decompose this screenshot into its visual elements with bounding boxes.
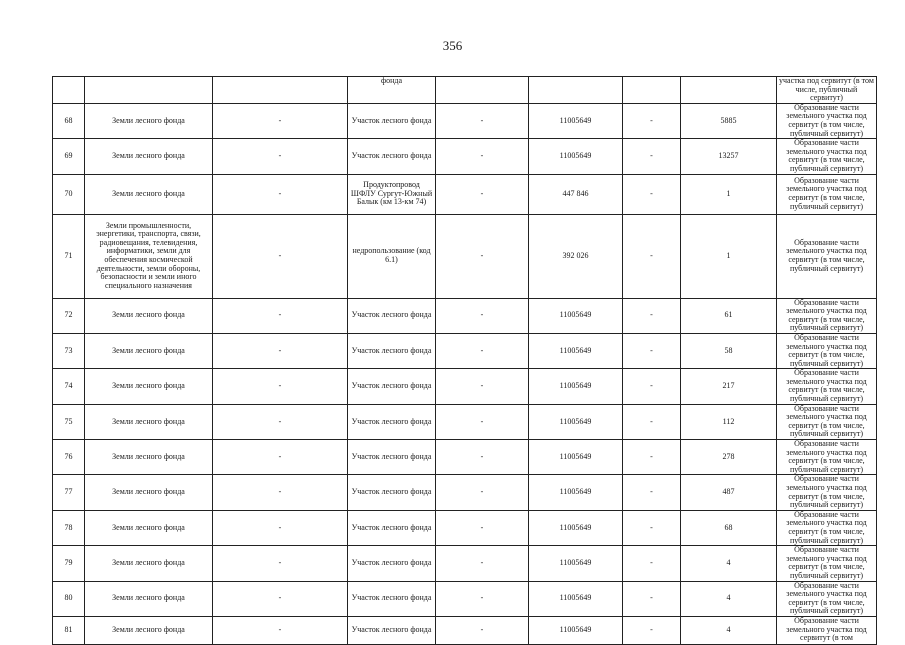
cell-cadastral: 11005649	[529, 103, 623, 138]
cell-num: 70	[53, 174, 85, 214]
table-row	[53, 546, 877, 581]
cell-cadastral: 11005649	[529, 581, 623, 616]
table-row	[53, 404, 877, 439]
cell-note: Образование части земельного участка под сервитут (в том числе, публичный сервитут)	[777, 298, 877, 333]
cell-col5: -	[436, 298, 529, 333]
cell-category: Земли лесного фонда	[85, 369, 213, 404]
cell-col5: -	[436, 616, 529, 644]
cell-note: Образование части земельного участка под сервитут (в том числе, публичный сервитут)	[777, 475, 877, 510]
cell-col5: -	[436, 333, 529, 368]
cell-category: Земли лесного фонда	[85, 616, 213, 644]
cell-note: Образование части земельного участка под сервитут (в том числе, публичный сервитут)	[777, 440, 877, 475]
cell-num: 75	[53, 404, 85, 439]
cell-col5: -	[436, 546, 529, 581]
cell-num: 79	[53, 546, 85, 581]
cell-num: 80	[53, 581, 85, 616]
cell-use: Участок лесного фонда	[348, 546, 436, 581]
land-plot-table	[52, 76, 877, 645]
cell-num: 72	[53, 298, 85, 333]
cell-num: 81	[53, 616, 85, 644]
cell-col7: -	[623, 139, 681, 174]
cell-note: Образование части земельного участка под сервитут (в том числе, публичный сервитут)	[777, 546, 877, 581]
cell-area: 61	[681, 298, 777, 333]
table-row	[53, 214, 877, 298]
cell-category	[85, 77, 213, 104]
cell-use: недропользование (код 6.1)	[348, 214, 436, 298]
cell-col5: -	[436, 174, 529, 214]
cell-note: Образование части земельного участка под сервитут (в том числе, публичный сервитут)	[777, 214, 877, 298]
cell-col3: -	[213, 174, 348, 214]
cell-category: Земли лесного фонда	[85, 298, 213, 333]
cell-num: 73	[53, 333, 85, 368]
cell-cadastral: 11005649	[529, 546, 623, 581]
cell-area: 1	[681, 174, 777, 214]
cell-num: 69	[53, 139, 85, 174]
cell-note: участка под сервитут (в том числе, публичный сервитут)	[777, 77, 877, 104]
cell-col7: -	[623, 103, 681, 138]
cell-col7: -	[623, 298, 681, 333]
cell-category: Земли лесного фонда	[85, 404, 213, 439]
cell-area: 278	[681, 440, 777, 475]
cell-col5: -	[436, 404, 529, 439]
cell-num: 74	[53, 369, 85, 404]
cell-note: Образование части земельного участка под сервитут (в том числе, публичный сервитут)	[777, 510, 877, 545]
cell-area	[681, 77, 777, 104]
table-row	[53, 510, 877, 545]
cell-num: 78	[53, 510, 85, 545]
cell-use: Участок лесного фонда	[348, 475, 436, 510]
cell-col3: -	[213, 510, 348, 545]
table-row	[53, 616, 877, 644]
table-row	[53, 298, 877, 333]
cell-col7: -	[623, 174, 681, 214]
cell-col3: -	[213, 214, 348, 298]
table-row-continuation	[53, 77, 877, 104]
cell-use: Участок лесного фонда	[348, 139, 436, 174]
cell-note: Образование части земельного участка под сервитут (в том числе, публичный сервитут)	[777, 174, 877, 214]
cell-note: Образование части земельного участка под сервитут (в том	[777, 616, 877, 644]
cell-area: 4	[681, 616, 777, 644]
cell-use: Участок лесного фонда	[348, 581, 436, 616]
cell-cadastral: 11005649	[529, 475, 623, 510]
cell-use: Участок лесного фонда	[348, 616, 436, 644]
cell-col7: -	[623, 440, 681, 475]
cell-use: Участок лесного фонда	[348, 510, 436, 545]
cell-col3: -	[213, 103, 348, 138]
cell-use: Участок лесного фонда	[348, 298, 436, 333]
cell-col3: -	[213, 404, 348, 439]
cell-col3: -	[213, 546, 348, 581]
table-row	[53, 333, 877, 368]
cell-col3	[213, 77, 348, 104]
table-row	[53, 103, 877, 138]
cell-area: 112	[681, 404, 777, 439]
cell-cadastral	[529, 77, 623, 104]
cell-num	[53, 77, 85, 104]
cell-use: фонда	[348, 77, 436, 104]
cell-cadastral: 11005649	[529, 404, 623, 439]
cell-category: Земли промышленности, энергетики, транспорта, связи, радиовещания, телевидения, информатики, земли для обеспечения космической деятельности, земли обороны, безопасности и земли иного специального назначения	[85, 214, 213, 298]
cell-col3: -	[213, 581, 348, 616]
table-row	[53, 440, 877, 475]
cell-area: 4	[681, 581, 777, 616]
cell-category: Земли лесного фонда	[85, 510, 213, 545]
cell-category: Земли лесного фонда	[85, 475, 213, 510]
cell-col3: -	[213, 298, 348, 333]
cell-col5	[436, 77, 529, 104]
cell-note: Образование части земельного участка под сервитут (в том числе, публичный сервитут)	[777, 103, 877, 138]
cell-use: Участок лесного фонда	[348, 369, 436, 404]
table-row	[53, 475, 877, 510]
cell-note: Образование части земельного участка под сервитут (в том числе, публичный сервитут)	[777, 369, 877, 404]
cell-col5: -	[436, 369, 529, 404]
cell-col3: -	[213, 616, 348, 644]
page-number: 356	[442, 38, 463, 53]
table-row	[53, 174, 877, 214]
cell-num: 68	[53, 103, 85, 138]
cell-col5: -	[436, 475, 529, 510]
cell-note: Образование части земельного участка под сервитут (в том числе, публичный сервитут)	[777, 581, 877, 616]
cell-col7: -	[623, 581, 681, 616]
cell-col7: -	[623, 510, 681, 545]
cell-col5: -	[436, 139, 529, 174]
cell-col5: -	[436, 214, 529, 298]
cell-category: Земли лесного фонда	[85, 139, 213, 174]
cell-category: Земли лесного фонда	[85, 440, 213, 475]
cell-area: 217	[681, 369, 777, 404]
cell-category: Земли лесного фонда	[85, 103, 213, 138]
cell-cadastral: 11005649	[529, 369, 623, 404]
cell-use: Участок лесного фонда	[348, 440, 436, 475]
cell-col5: -	[436, 440, 529, 475]
cell-cadastral: 11005649	[529, 139, 623, 174]
table-row	[53, 581, 877, 616]
cell-use: Участок лесного фонда	[348, 333, 436, 368]
cell-cadastral: 11005649	[529, 510, 623, 545]
cell-area: 68	[681, 510, 777, 545]
cell-col7: -	[623, 214, 681, 298]
cell-use: Продуктопровод ШФЛУ Сургут-Южный Балык (км 13-км 74)	[348, 174, 436, 214]
table-row	[53, 369, 877, 404]
cell-use: Участок лесного фонда	[348, 404, 436, 439]
cell-cadastral: 11005649	[529, 616, 623, 644]
cell-col3: -	[213, 440, 348, 475]
cell-col7: -	[623, 369, 681, 404]
cell-area: 58	[681, 333, 777, 368]
cell-col3: -	[213, 139, 348, 174]
cell-area: 487	[681, 475, 777, 510]
cell-col5: -	[436, 103, 529, 138]
cell-category: Земли лесного фонда	[85, 333, 213, 368]
cell-col3: -	[213, 333, 348, 368]
cell-num: 71	[53, 214, 85, 298]
cell-note: Образование части земельного участка под сервитут (в том числе, публичный сервитут)	[777, 333, 877, 368]
cell-col5: -	[436, 581, 529, 616]
cell-cadastral: 447 846	[529, 174, 623, 214]
cell-cadastral: 11005649	[529, 298, 623, 333]
cell-use: Участок лесного фонда	[348, 103, 436, 138]
cell-col7: -	[623, 404, 681, 439]
cell-category: Земли лесного фонда	[85, 546, 213, 581]
cell-col7: -	[623, 616, 681, 644]
cell-num: 76	[53, 440, 85, 475]
cell-col7: -	[623, 546, 681, 581]
cell-col7: -	[623, 333, 681, 368]
cell-num: 77	[53, 475, 85, 510]
cell-area: 13257	[681, 139, 777, 174]
cell-cadastral: 11005649	[529, 333, 623, 368]
cell-category: Земли лесного фонда	[85, 581, 213, 616]
cell-col7	[623, 77, 681, 104]
cell-col3: -	[213, 475, 348, 510]
table-row	[53, 139, 877, 174]
cell-note: Образование части земельного участка под сервитут (в том числе, публичный сервитут)	[777, 404, 877, 439]
cell-category: Земли лесного фонда	[85, 174, 213, 214]
cell-cadastral: 392 026	[529, 214, 623, 298]
cell-col3: -	[213, 369, 348, 404]
cell-note: Образование части земельного участка под сервитут (в том числе, публичный сервитут)	[777, 139, 877, 174]
cell-area: 1	[681, 214, 777, 298]
cell-col7: -	[623, 475, 681, 510]
cell-col5: -	[436, 510, 529, 545]
cell-cadastral: 11005649	[529, 440, 623, 475]
cell-area: 4	[681, 546, 777, 581]
cell-area: 5885	[681, 103, 777, 138]
